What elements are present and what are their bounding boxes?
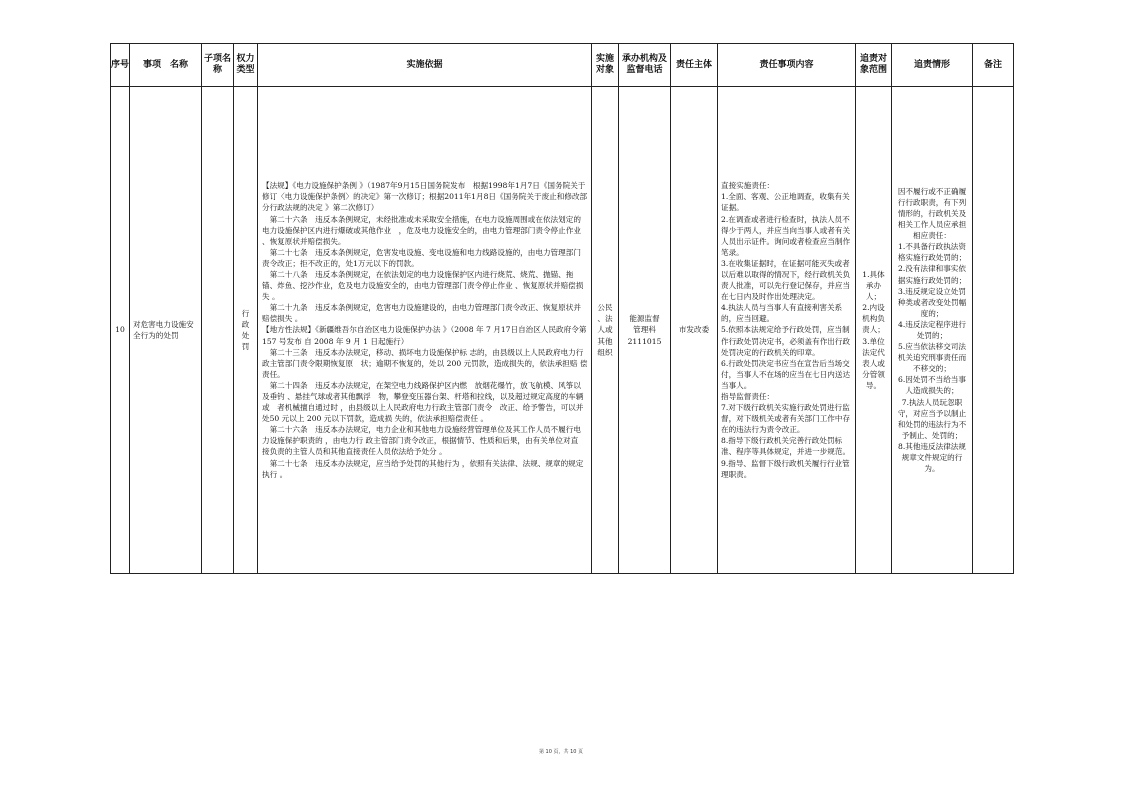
header-item-name: 事项 名称 <box>130 44 202 87</box>
header-scope: 追责对象范围 <box>856 44 892 87</box>
header-sub-item: 子项名称 <box>202 44 234 87</box>
cell-accountability: 因不履行或不正确履行行政职责，有下列情形的，行政机关及相关工作人员应承担相应责任： 1.不具备行政执法资格实施行政处罚的； 2.没有法律和事实依据实施行政处罚的； 3.违反规定设立处罚种类或者改变处罚幅度的； 4.违反法定程序进行处罚的； 5.应当依法移交司法机关追究刑事责任而不移交的； 6.因处罚不当给当事人造成损失的； 7.执法人员玩忽职守，对应当予以制止和处罚的违法行为不予制止、处罚的； 8.其他违反法律法规规章文件规定的行为。 <box>892 87 973 574</box>
header-resp-content: 责任事项内容 <box>718 44 856 87</box>
header-target: 实施对象 <box>592 44 619 87</box>
table-row <box>111 87 1014 574</box>
cell-sub-item <box>202 87 234 574</box>
cell-agency: 能源监督 管理科 2111015 <box>619 87 671 574</box>
cell-seq: 10 <box>111 87 130 574</box>
cell-basis: 【法规】《电力设施保护条例 》（1987年9月15日国务院发布 根据1998年1月7日《国务院关于修订〈电力设施保护条例〉的决定》第一次修订；根据2011年1月8日《国务院关于废止和修改部分行政法规的决定 》第二次修订） 第二十六条 违反本条例规定，未经批准或未采取安全措施，在电力设施周围或在依法划定的电力设施保护区内进行爆破或其他作业 ，危及电力设施安全的，由电力管理部门责令停止作业 、恢复原状并赔偿损失。 第二十七条 违反本条例规定，危害发电设施、变电设施和电力线路设施的，由电力管理部门责令改正；拒不改正的，处1万元以下的罚款。 第二十八条 违反本条例规定，在依法划定的电力设施保护区内进行烧荒、烧荒、抛锚、拖锚、炸鱼、挖沙作业，危及电力设施安全的，由电力管理部门责令停止作业 、恢复原状并赔偿损失 。 第二十九条 违反本条例规定，危害电力设施建设的，由电力管理部门责令改正、恢复原状并赔偿损失 。 【地方性法规】《新疆维吾尔自治区电力设施保护办法 》（2008 年 7 月17日自治区人民政府令第 157 号发布 自 2008 年 9 月 1 日起施行） 第二十三条 违反本办法规定，移动、损坏电力设施保护标 志的，由县级以上人民政府电力行政主管部门责令限期恢复原 状；逾期不恢复的，处以 200 元罚款，造成损失的，依法承担赔 偿责任。 第二十四条 违反本办法规定，在架空电力线路保护区内燃 放烟花爆竹，放飞航模、风筝以及垂钓 、悬挂气球或者其他飘浮 物，攀登变压器台架、杆塔和拉线，以及超过规定高度的车辆或 者机械擅自通过时 ，由县级以上人民政府电力行政主管部门责令 改正、给予警告，可以并处50 元以上 200 元以下罚款，造成损 失的，依法承担赔偿责任 。 第二十六条 违反本办法规定，电力企业和其他电力设施经营管理单位及其工作人员不履行电力设施保护职责的 ，由电力行 政主管部门责令改正，根据情节、性质和后果，由有关单位对直 接负责的主管人员和其他直接责任人员依法给予处分 。 第二十七条 违反本办法规定，应当给予处罚的其他行为 ，依照有关法律、法规、规章的规定执行 。 <box>258 87 592 574</box>
header-power-type: 权力类型 <box>234 44 258 87</box>
page-number: 第 10 页，共 10 页 <box>538 749 584 755</box>
cell-resp-content: 直接实施责任： 1.全面、客观、公正地调查，收集有关证据。 2.在调查或者进行检查时，执法人员不得少于两人，并应当向当事人或者有关人员出示证件。询问或者检查应当制作笔录。 3.在收集证据时，在证据可能灭失或者以后难以取得的情况下，经行政机关负责人批准，可以先行登记保存，并应当在七日内及时作出处理决定。 4.执法人员与当事人有直接利害关系的，应当回避。 5.依照本法规定给予行政处罚，应当制作行政处罚决定书，必须盖有作出行政处罚决定的行政机关的印章。 6.行政处罚决定书应当在宣告后当场交付，当事人不在场的应当在七日内送达当事人。 指导监督责任： 7.对下级行政机关实施行政处罚进行监督，对下级机关或者有关部门工作中存在的违法行为责令改正。 8.指导下级行政机关完善行政处罚标准、程序等具体规定，并进一步规范。 9.指导、监督下级行政机关履行行业管理职责。 <box>718 87 856 574</box>
responsibility-table <box>110 43 1014 574</box>
header-seq: 序号 <box>111 44 130 87</box>
header-basis: 实施依据 <box>258 44 592 87</box>
header-subject: 责任主体 <box>671 44 718 87</box>
cell-subject: 市发改委 <box>671 87 718 574</box>
header-agency: 承办机构及监督电话 <box>619 44 671 87</box>
cell-remarks <box>973 87 1014 574</box>
cell-item-name: 对危害电力设施安全行为的处罚 <box>130 87 202 574</box>
cell-scope: 1.具体 承办 人； 2.内设 机构负 责人； 3.单位 法定代 表人或 分管领 导。 <box>856 87 892 574</box>
cell-target: 公民 、法 人或 其他 组织 <box>592 87 619 574</box>
cell-power-type: 行 政 处 罚 <box>234 87 258 574</box>
header-remarks: 备注 <box>973 44 1014 87</box>
header-accountability: 追责情形 <box>892 44 973 87</box>
table-header-row <box>111 44 1014 87</box>
